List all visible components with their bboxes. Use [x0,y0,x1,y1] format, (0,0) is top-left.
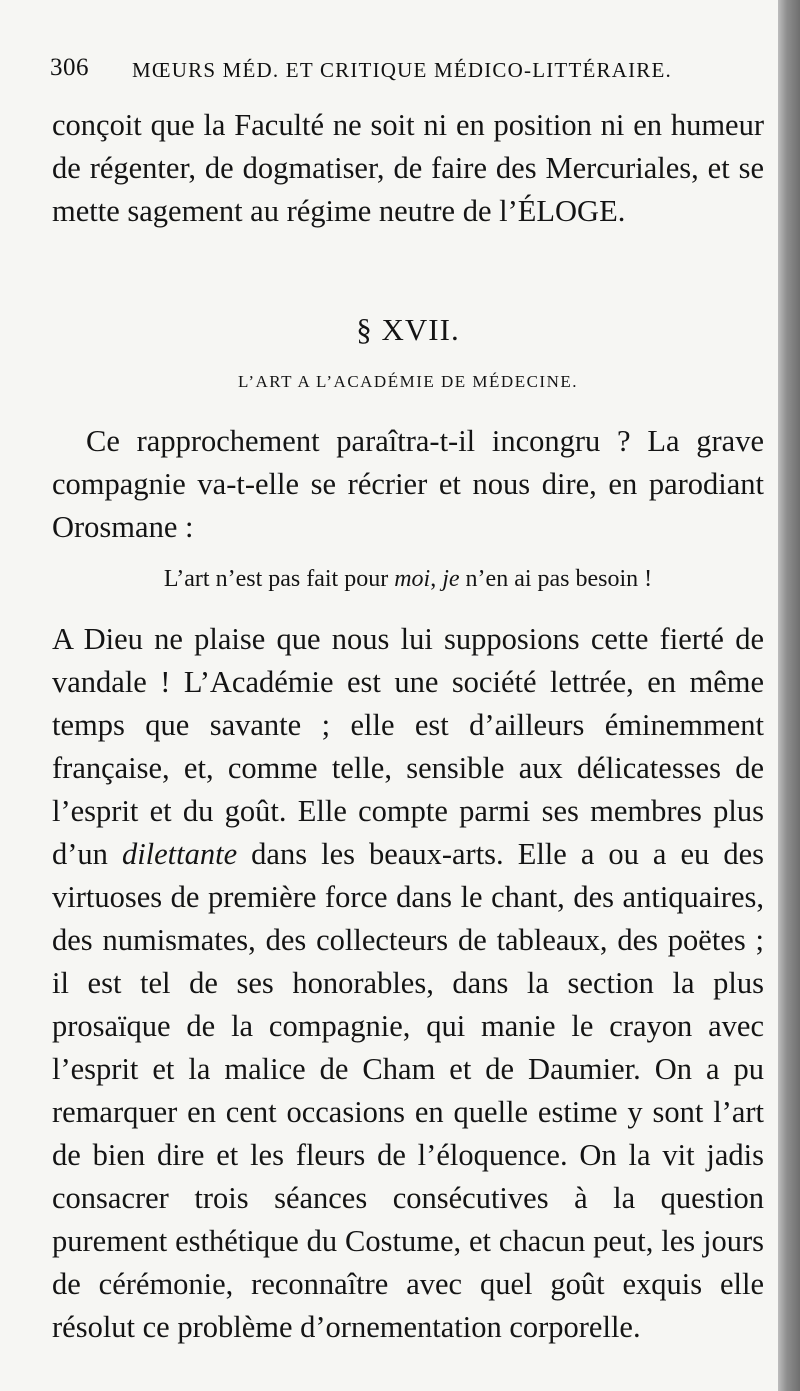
paragraph-1 [52,104,764,233]
quote-italic-2: je [442,566,460,592]
paragraph-3 [52,618,764,1349]
running-head [50,54,750,94]
quote-before: L’art n’est pas fait pour [163,566,395,592]
section-number: § XVII. [356,312,460,347]
paragraph-3-italic: dilettante [121,837,238,871]
quote-middle: , [430,566,443,592]
page-edge-shadow [778,0,800,1391]
quote-after: n’en ai pas besoin ! [459,566,653,592]
page-number: 306 [50,54,89,81]
paragraph-1-end: . [617,194,626,228]
paragraph-2-text: Ce rapprochement paraîtra-t-il incongru ? La grave compagnie va-t-elle se récrier et nous dire, en parodiant Orosmane : [52,424,764,544]
paragraph-2 [52,420,764,549]
running-title: MŒURS MÉD. ET CRITIQUE MÉDICO-LITTÉRAIRE. [132,58,672,82]
paragraph-1-smallcaps: ÉLOGE [517,194,618,228]
paragraph-1-text: conçoit que la Faculté ne soit ni en position ni en humeur de régenter, de dogmatiser, de faire des Mercuriales, et se mette sagement au régime neutre de l’ [52,108,764,228]
verse-quote [52,566,764,593]
quote-italic-1: moi [394,566,431,592]
paragraph-3-part-1: A Dieu ne plaise que nous lui supposions cette fierté de vandale ! L’Académie est une société lettrée, en même temps que savante ; elle est d’ailleurs éminemment française, et, comme telle, sensible aux délicatesses de l’esprit et du goût. Elle compte parmi ses membres plus d’un [52,622,764,871]
paragraph-3-part-2: dans les beaux-arts. Elle a ou a eu des virtuoses de première force dans le chant, des antiquaires, des numismates, des collecteurs de tableaux, des poëtes ; il est tel de ses honorables, dans la section la plus prosaïque de la compagnie, qui manie le crayon avec l’esprit et la malice de Cham et de Daumier. On a pu remarquer en cent occasions en quelle estime y sont l’art de bien dire et les fleurs de l’éloquence. On la vit jadis consacrer trois séances consécutives à la question purement esthétique du Costume, et chacun peut, les jours de cérémonie, reconnaître avec quel goût exquis elle résolut ce problème d’ornementation corporelle. [52,837,764,1344]
section-title: L’ART A L’ACADÉMIE DE MÉDECINE. [238,372,578,391]
